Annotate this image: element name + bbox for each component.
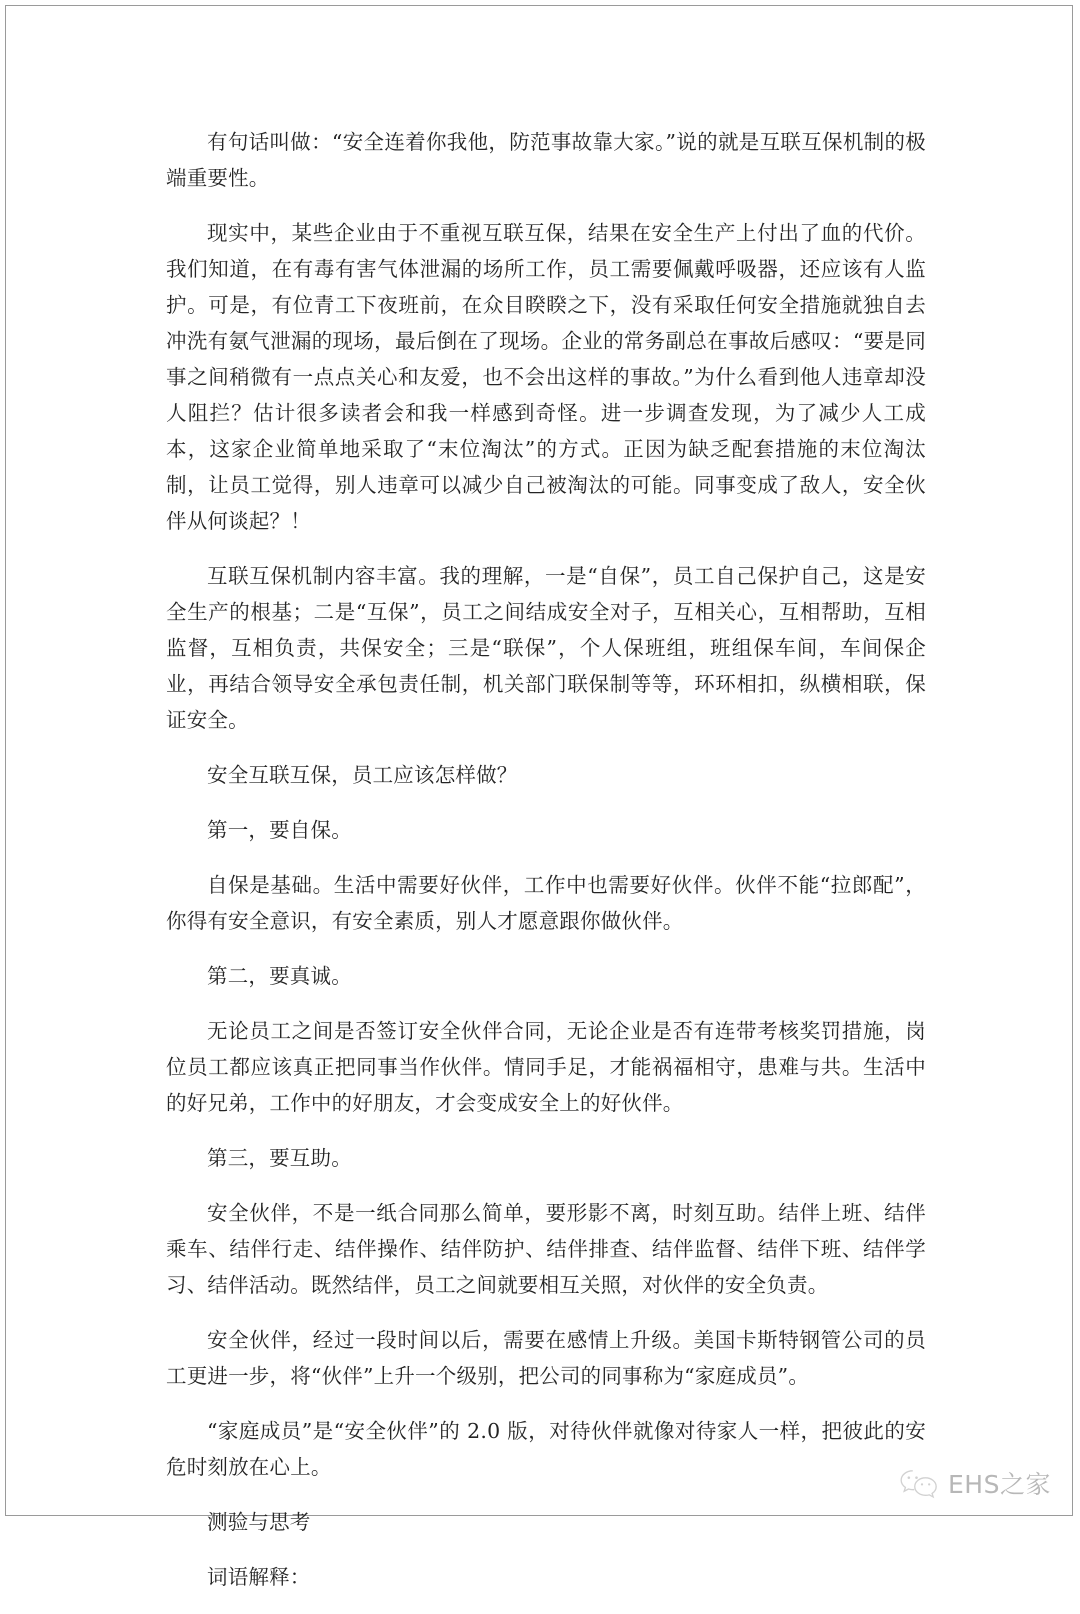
document-page bbox=[5, 5, 1073, 1589]
paragraph: 无论员工之间是否签订安全伙伴合同，无论企业是否有连带考核奖罚措施，岗位员工都应该真正把同事当作伙伴。情同手足，才能祸福相守，患难与共。生活中的好兄弟，工作中的好朋友，才会变成安全上的好伙伴。 bbox=[166, 1019, 926, 1115]
paragraph-point-three: 第三，要互助。 bbox=[207, 1146, 352, 1170]
paragraph-question: 安全互联互保，员工应该怎样做？ bbox=[207, 763, 518, 787]
paragraph: 安全伙伴，经过一段时间以后，需要在感情上升级。美国卡斯特钢管公司的员工更进一步，将“伙伴”上升一个级别，把公司的同事称为“家庭成员”。 bbox=[166, 1328, 926, 1388]
paragraph: 现实中，某些企业由于不重视互联互保，结果在安全生产上付出了血的代价。我们知道，在有毒有害气体泄漏的场所工作，员工需要佩戴呼吸器，还应该有人监护。可是，有位青工下夜班前，在众目睽睽之下，没有采取任何安全措施就独自去冲洗有氨气泄漏的现场，最后倒在了现场。企业的常务副总在事故后感叹：“要是同事之间稍微有一点点关心和友爱，也不会出这样的事故。”为什么看到他人违章却没人阻拦？估计很多读者会和我一样感到奇怪。进一步调查发现，为了减少人工成本，这家企业简单地采取了“末位淘汰”的方式。正因为缺乏配套措施的末位淘汰制，让员工觉得，别人违章可以减少自己被淘汰的可能。同事变成了敌人，安全伙伴从何谈起？！ bbox=[166, 221, 926, 533]
paragraph: 自保是基础。生活中需要好伙伴，工作中也需要好伙伴。伙伴不能“拉郎配”，你得有安全意识，有安全素质，别人才愿意跟你做伙伴。 bbox=[166, 873, 926, 933]
paragraph: “家庭成员”是“安全伙伴”的 2.0 版，对待伙伴就像对待家人一样，把彼此的安危时刻放在心上。 bbox=[166, 1419, 926, 1479]
paragraph-point-two: 第二，要真诚。 bbox=[207, 964, 352, 988]
paragraph-point-one: 第一，要自保。 bbox=[207, 818, 352, 842]
wechat-icon bbox=[899, 1467, 939, 1501]
paragraph: 互联互保机制内容丰富。我的理解，一是“自保”，员工自己保护自己，这是安全生产的根基；二是“互保”，员工之间结成安全对子，互相关心，互相帮助，互相监督，互相负责，共保安全；三是“联保”，个人保班组，班组保车间，车间保企业，再结合领导安全承包责任制，机关部门联保制等等，环环相扣，纵横相联，保证安全。 bbox=[166, 564, 926, 732]
document-body bbox=[166, 124, 926, 1614]
footer-brand-label: EHS之家 bbox=[948, 1469, 1051, 1499]
section-heading-glossary: 词语解释： bbox=[207, 1565, 311, 1589]
section-heading-quiz: 测验与思考 bbox=[207, 1510, 311, 1534]
footer-watermark bbox=[899, 1458, 1069, 1510]
paragraph: 有句话叫做：“安全连着你我他，防范事故靠大家。”说的就是互联互保机制的极端重要性。 bbox=[166, 130, 926, 190]
paragraph: 安全伙伴，不是一纸合同那么简单，要形影不离，时刻互助。结伴上班、结伴乘车、结伴行走、结伴操作、结伴防护、结伴排查、结伴监督、结伴下班、结伴学习、结伴活动。既然结伴，员工之间就要相互关照，对伙伴的安全负责。 bbox=[166, 1201, 926, 1297]
